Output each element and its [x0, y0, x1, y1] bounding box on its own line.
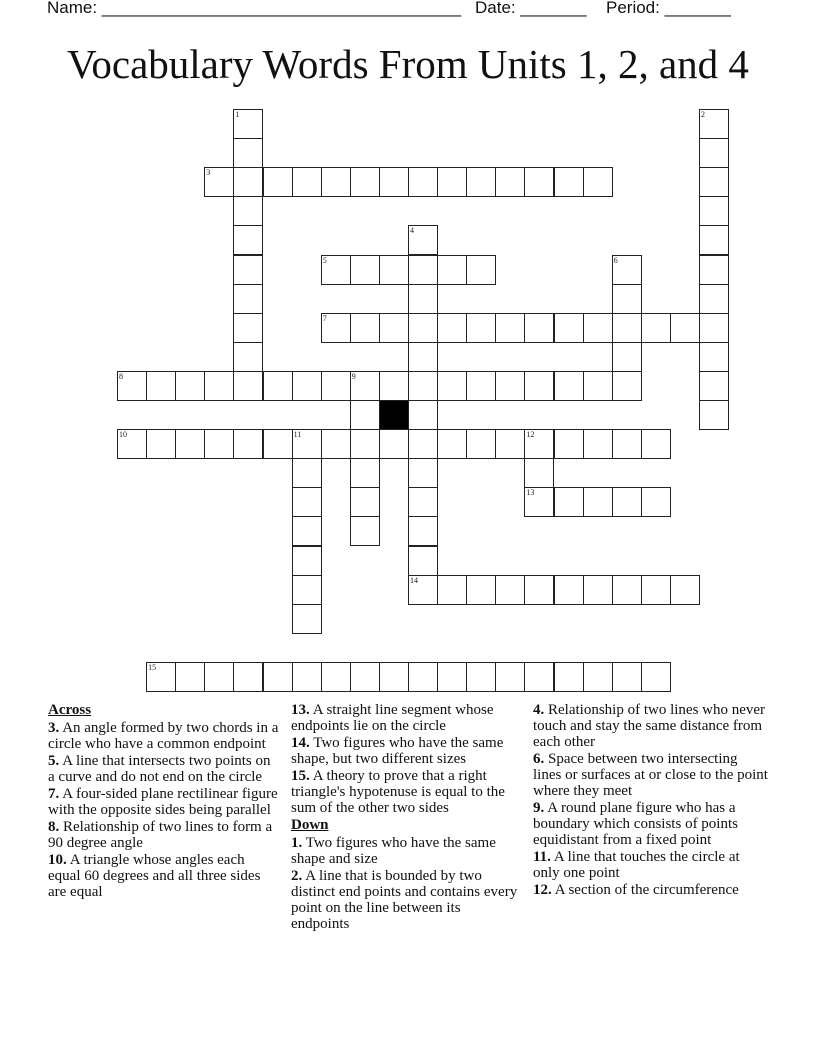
clue-item-number: 13. [291, 702, 310, 718]
crossword-cell[interactable] [583, 429, 613, 459]
crossword-cell[interactable] [350, 313, 380, 343]
crossword-cell[interactable] [495, 429, 525, 459]
crossword-cell[interactable] [263, 167, 293, 197]
crossword-cell[interactable] [204, 167, 234, 197]
crossword-cell[interactable] [466, 429, 496, 459]
clues-column-3 [533, 702, 769, 899]
crossword-cell[interactable] [233, 284, 263, 314]
crossword-cell[interactable] [263, 371, 293, 401]
crossword-cell[interactable] [292, 458, 322, 488]
crossword-cell[interactable] [175, 662, 205, 692]
crossword-cell[interactable] [321, 371, 351, 401]
crossword-cell[interactable] [204, 429, 234, 459]
clue-number: 4 [410, 226, 414, 236]
crossword-cell[interactable] [583, 662, 613, 692]
crossword-cell[interactable] [583, 313, 613, 343]
clue-item [533, 800, 769, 848]
crossword-cell[interactable] [495, 575, 525, 605]
crossword-cell[interactable] [466, 371, 496, 401]
crossword-cell[interactable] [350, 516, 380, 546]
clue-number: 15 [148, 662, 157, 672]
crossword-cell[interactable] [408, 575, 438, 605]
clue-item-text: A round plane figure who has a boundary which consists of points equidistant from a fixed point [533, 800, 738, 848]
crossword-cell[interactable] [350, 371, 380, 401]
crossword-cell[interactable] [408, 313, 438, 343]
crossword-cell[interactable] [466, 255, 496, 285]
clue-item [291, 768, 521, 816]
crossword-cell[interactable] [379, 167, 409, 197]
crossword-cell[interactable] [379, 371, 409, 401]
crossword-cell[interactable] [204, 662, 234, 692]
crossword-cell[interactable] [524, 371, 554, 401]
crossword-cell[interactable] [292, 429, 322, 459]
crossword-cell[interactable] [612, 342, 642, 372]
crossword-cell[interactable] [408, 225, 438, 255]
crossword-cell[interactable] [670, 575, 700, 605]
date-field-label: Date: _______ [475, 0, 587, 17]
crossword-cell[interactable] [233, 225, 263, 255]
crossword-cell[interactable] [233, 255, 263, 285]
crossword-cell[interactable] [641, 575, 671, 605]
clue-item-number: 9. [533, 800, 545, 816]
crossword-cell[interactable] [321, 313, 351, 343]
clue-number: 8 [119, 371, 123, 381]
clue-item [48, 720, 280, 752]
clue-item-text: A triangle whose angles each equal 60 degrees and all three sides are equal [48, 852, 261, 900]
clue-item-number: 8. [48, 819, 60, 835]
crossword-cell[interactable] [699, 371, 729, 401]
crossword-cell[interactable] [437, 575, 467, 605]
clue-item-text: A line that touches the circle at only one point [533, 849, 740, 881]
crossword-cell[interactable] [437, 313, 467, 343]
crossword-cell[interactable] [612, 575, 642, 605]
crossword-cell[interactable] [583, 575, 613, 605]
clue-number: 14 [410, 575, 418, 585]
crossword-cell[interactable] [612, 487, 642, 517]
down-heading: Down [291, 817, 329, 833]
crossword-cell[interactable] [554, 167, 584, 197]
clue-number: 5 [322, 255, 327, 265]
crossword-cell[interactable] [350, 400, 380, 430]
clue-item-number: 12. [533, 882, 552, 898]
crossword-cell[interactable] [699, 284, 729, 314]
crossword-cell[interactable] [175, 371, 205, 401]
crossword-cell[interactable] [466, 575, 496, 605]
crossword-cell[interactable] [612, 255, 642, 285]
crossword-cell[interactable] [408, 167, 438, 197]
clue-item-text: Two figures who have the same shape and size [291, 835, 496, 867]
crossword-cell[interactable] [437, 255, 467, 285]
crossword-cell[interactable] [292, 167, 322, 197]
clue-item-number: 14. [291, 735, 310, 751]
crossword-cell[interactable] [408, 429, 438, 459]
crossword-cell[interactable] [146, 371, 176, 401]
clue-item-text: A section of the circumference [554, 882, 739, 898]
crossword-cell[interactable] [146, 429, 176, 459]
clue-item-number: 5. [48, 753, 60, 769]
clue-item [533, 702, 769, 750]
crossword-cell[interactable] [583, 487, 613, 517]
crossword-cell[interactable] [408, 516, 438, 546]
crossword-cell[interactable] [233, 138, 263, 168]
crossword-cell[interactable] [641, 429, 671, 459]
clue-item-text: A line that intersects two points on a curve and do not end on the circle [48, 753, 271, 785]
clue-number: 13 [526, 488, 535, 498]
crossword-cell[interactable] [466, 662, 496, 692]
crossword-cell[interactable] [437, 429, 467, 459]
clue-item-text: A line that is bounded by two distinct end points and contains every point on the line between its endpoints [291, 868, 518, 932]
clue-item [48, 852, 280, 900]
clue-item-text: Space between two intersecting lines or surfaces at or close to the point where they meet [533, 751, 768, 799]
clue-number: 7 [322, 313, 327, 323]
clue-item-text: A four-sided plane rectilinear figure with the opposite sides being parallel [48, 786, 278, 818]
clue-number: 9 [351, 371, 356, 381]
crossword-cell[interactable] [524, 313, 554, 343]
crossword-cell[interactable] [699, 138, 729, 168]
clue-item [48, 753, 280, 785]
crossword-cell[interactable] [321, 255, 351, 285]
crossword-cell[interactable] [408, 662, 438, 692]
crossword-cell[interactable] [408, 342, 438, 372]
clue-item-text: A theory to prove that a right triangle's hypotenuse is equal to the sum of the other two sides [291, 768, 505, 816]
crossword-cell[interactable] [233, 313, 263, 343]
crossword-cell[interactable] [612, 371, 642, 401]
crossword-cell[interactable] [641, 662, 671, 692]
clue-item-number: 15. [291, 768, 310, 784]
crossword-cell[interactable] [350, 429, 380, 459]
worksheet-header [0, 0, 816, 22]
crossword-cell[interactable] [554, 662, 584, 692]
crossword-cell[interactable] [292, 604, 322, 634]
crossword-cell[interactable] [408, 487, 438, 517]
crossword-cell[interactable] [117, 429, 147, 459]
name-field-label: Name: ______________________________________ [47, 0, 462, 17]
crossword-cell[interactable] [350, 255, 380, 285]
crossword-cell[interactable] [292, 546, 322, 576]
crossword-cell[interactable] [437, 167, 467, 197]
crossword-cell[interactable] [495, 662, 525, 692]
clue-item-text: A straight line segment whose endpoints lie on the circle [291, 702, 494, 734]
crossword-cell[interactable] [699, 313, 729, 343]
clue-item-text: Relationship of two lines who never touch and stay the same distance from each other [533, 702, 766, 750]
clue-number: 10 [119, 430, 127, 440]
clue-number: 2 [701, 110, 705, 119]
crossword-cell[interactable] [699, 109, 729, 139]
crossword-cell[interactable] [466, 167, 496, 197]
clue-item [291, 702, 521, 734]
crossword-cell[interactable] [524, 458, 554, 488]
clue-number: 12 [526, 430, 535, 440]
crossword-cell[interactable] [175, 429, 205, 459]
crossword-cell[interactable] [233, 109, 263, 139]
crossword-cell[interactable] [612, 662, 642, 692]
crossword-cell[interactable] [233, 429, 263, 459]
clue-item [291, 735, 521, 767]
crossword-cell[interactable] [379, 662, 409, 692]
clue-number: 3 [206, 168, 211, 178]
crossword-cell[interactable] [699, 342, 729, 372]
clue-item [533, 882, 769, 898]
crossword-cell[interactable] [554, 313, 584, 343]
crossword-cell[interactable] [524, 662, 554, 692]
crossword-cell[interactable] [699, 255, 729, 285]
crossword-cell[interactable] [437, 371, 467, 401]
crossword-cell[interactable] [583, 371, 613, 401]
crossword-cell[interactable] [699, 167, 729, 197]
clue-item-number: 2. [291, 868, 303, 884]
crossword-cell[interactable] [379, 429, 409, 459]
clue-item-number: 7. [48, 786, 60, 802]
crossword-cell[interactable] [233, 662, 263, 692]
crossword-cell[interactable] [292, 516, 322, 546]
clue-number: 6 [613, 255, 618, 265]
crossword-cell[interactable] [554, 487, 584, 517]
crossword-cell[interactable] [408, 284, 438, 314]
crossword-cell[interactable] [408, 371, 438, 401]
crossword-cell[interactable] [408, 255, 438, 285]
clue-item [291, 835, 521, 867]
crossword-cell[interactable] [583, 167, 613, 197]
crossword-cell[interactable] [495, 167, 525, 197]
clue-number: 11 [293, 430, 302, 440]
crossword-cell[interactable] [699, 225, 729, 255]
crossword-cell[interactable] [495, 371, 525, 401]
crossword-cell[interactable] [292, 662, 322, 692]
crossword-cell[interactable] [641, 313, 671, 343]
clue-item [48, 819, 280, 851]
clue-item-number: 11. [533, 849, 551, 865]
crossword-cell[interactable] [263, 662, 293, 692]
page-title: Vocabulary Words From Units 1, 2, and 4 [67, 41, 749, 87]
across-heading: Across [48, 702, 92, 718]
crossword-cell[interactable] [524, 487, 554, 517]
clue-item-number: 3. [48, 720, 60, 736]
crossword-cell[interactable] [117, 371, 147, 401]
crossword-cell[interactable] [204, 371, 234, 401]
crossword-cell[interactable] [146, 662, 176, 692]
clue-item [533, 849, 769, 881]
clue-item-number: 1. [291, 835, 303, 851]
clues-column-1 [48, 702, 280, 901]
clue-item-text: An angle formed by two chords in a circle who have a common endpoint [48, 720, 279, 752]
crossword-cell[interactable] [292, 575, 322, 605]
crossword-cell[interactable] [495, 313, 525, 343]
crossword-cell[interactable] [524, 429, 554, 459]
crossword-cell[interactable] [233, 371, 263, 401]
crossword-cell[interactable] [233, 167, 263, 197]
period-field-label: Period: _______ [606, 0, 731, 17]
crossword-cell[interactable] [292, 371, 322, 401]
crossword-cell[interactable] [612, 284, 642, 314]
clue-item-number: 6. [533, 751, 545, 767]
crossword-cell[interactable] [408, 458, 438, 488]
crossword-cell[interactable] [350, 458, 380, 488]
clue-item-number: 10. [48, 852, 67, 868]
clue-item [48, 786, 280, 818]
crossword-cell[interactable] [554, 429, 584, 459]
crossword-cell[interactable] [408, 400, 438, 430]
crossword-cell[interactable] [524, 167, 554, 197]
clue-item [533, 751, 769, 799]
crossword-cell[interactable] [263, 429, 293, 459]
crossword-cell[interactable] [670, 313, 700, 343]
crossword-cell[interactable] [350, 487, 380, 517]
crossword-cell[interactable] [612, 429, 642, 459]
crossword-cell[interactable] [292, 487, 322, 517]
crossword-cell[interactable] [554, 575, 584, 605]
crossword-cell[interactable] [437, 662, 467, 692]
crossword-cell[interactable] [524, 575, 554, 605]
crossword-cell[interactable] [350, 167, 380, 197]
crossword-cell[interactable] [350, 662, 380, 692]
crossword-cell[interactable] [554, 371, 584, 401]
crossword-cell[interactable] [466, 313, 496, 343]
crossword-cell[interactable] [321, 429, 351, 459]
crossword-cell[interactable] [379, 313, 409, 343]
crossword-cell[interactable] [699, 400, 729, 430]
crossword-cell[interactable] [233, 342, 263, 372]
clues-column-2 [291, 702, 521, 933]
clue-number: 1 [235, 110, 240, 119]
clue-item-text: Two figures who have the same shape, but two different sizes [291, 735, 504, 767]
clue-item-text: Relationship of two lines to form a 90 degree angle [48, 819, 273, 851]
crossword-cell[interactable] [699, 196, 729, 226]
clue-item-number: 4. [533, 702, 545, 718]
crossword-cell[interactable] [321, 662, 351, 692]
crossword-cell[interactable] [612, 313, 642, 343]
crossword-cell[interactable] [233, 196, 263, 226]
black-square [379, 400, 409, 430]
crossword-cell[interactable] [379, 255, 409, 285]
clue-item [291, 868, 521, 932]
crossword-cell[interactable] [641, 487, 671, 517]
crossword-cell[interactable] [321, 167, 351, 197]
crossword-cell[interactable] [408, 546, 438, 576]
